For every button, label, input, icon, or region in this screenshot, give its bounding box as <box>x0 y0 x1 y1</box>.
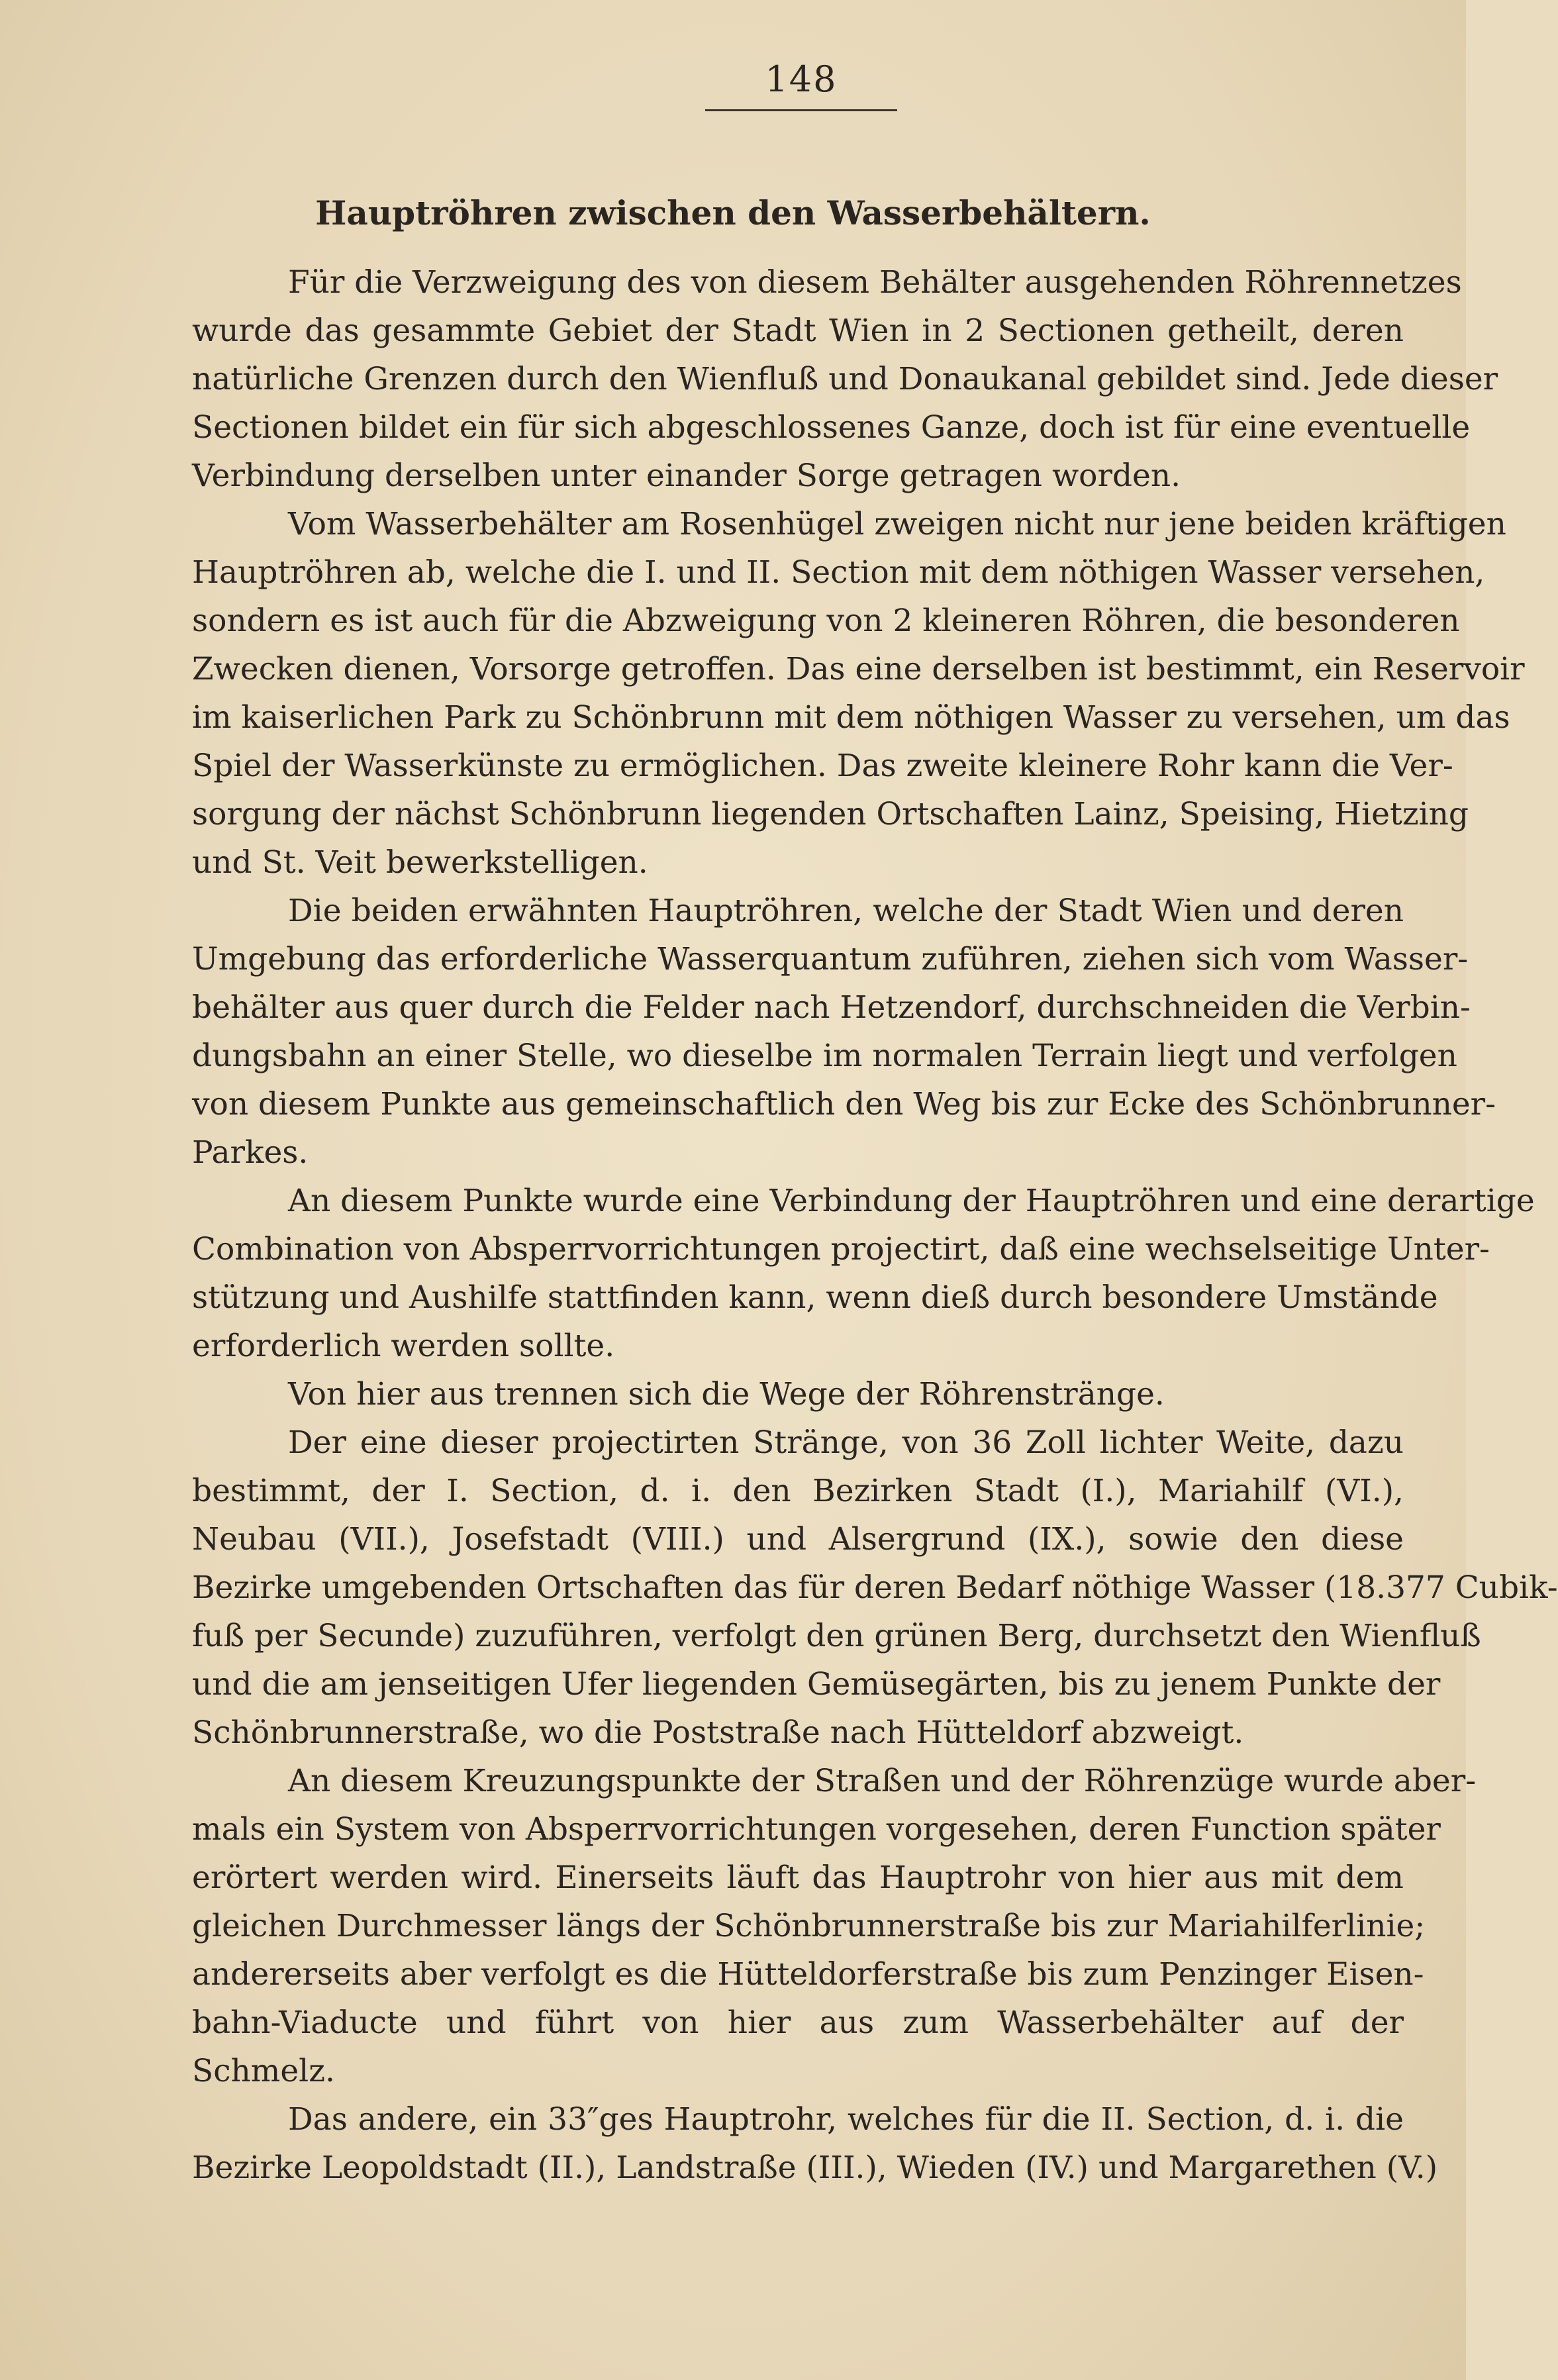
text-line: sondern es ist auch für die Abzweigung von 2 kleineren Röhren, die besonderen <box>192 603 1460 639</box>
text-line: wurde das gesammte Gebiet der Stadt Wien in 2 Sectionen getheilt, deren <box>192 313 1404 349</box>
text-line: bahn-Viaducte und führt von hier aus zum Wasserbehälter auf der <box>192 2005 1404 2041</box>
body-text <box>192 258 1558 2192</box>
text-line: Der eine dieser projectirten Stränge, von 36 Zoll lichter Weite, dazu <box>288 1424 1404 1461</box>
text-line: mals ein System von Absperrvorrichtungen vorgesehen, deren Function später <box>192 1811 1441 1848</box>
text-line: erörtert werden wird. Einerseits läuft das Hauptrohr von hier aus mit dem <box>192 1859 1404 1896</box>
text-line: Die beiden erwähnten Hauptröhren, welche der Stadt Wien und deren <box>288 893 1404 929</box>
text-line: erforderlich werden sollte. <box>192 1328 615 1364</box>
text-line: Combination von Absperrvorrichtungen projectirt, daß eine wechselseitige Unter- <box>192 1231 1490 1267</box>
text-line: im kaiserlichen Park zu Schönbrunn mit dem nöthigen Wasser zu versehen, um das <box>192 699 1510 736</box>
text-line: stützung und Aushilfe stattfinden kann, wenn dieß durch besondere Umstände <box>192 1279 1438 1316</box>
text-line: An diesem Kreuzungspunkte der Straßen und der Röhrenzüge wurde aber- <box>288 1763 1477 1799</box>
text-line: natürliche Grenzen durch den Wienfluß und Donaukanal gebildet sind. Jede dieser <box>192 361 1498 397</box>
text-line: Spiel der Wasserkünste zu ermöglichen. Das zweite kleinere Rohr kann die Ver- <box>192 748 1453 784</box>
text-line: Bezirke Leopoldstadt (II.), Landstraße (III.), Wieden (IV.) und Margarethen (V.) <box>192 2150 1438 2186</box>
text-line: sorgung der nächst Schönbrunn liegenden Ortschaften Lainz, Speising, Hietzing <box>192 796 1469 832</box>
section-heading: Hauptröhren zwischen den Wasserbehältern. <box>315 193 1151 232</box>
text-line: Neubau (VII.), Josefstadt (VIII.) und Alsergrund (IX.), sowie den diese <box>192 1521 1404 1558</box>
text-line: gleichen Durchmesser längs der Schönbrunnerstraße bis zur Mariahilferlinie; <box>192 1908 1426 1944</box>
text-line: fuß per Secunde) zuzuführen, verfolgt den grünen Berg, durchsetzt den Wienfluß <box>192 1618 1481 1654</box>
text-line: Bezirke umgebenden Ortschaften das für deren Bedarf nöthige Wasser (18.377 Cubik- <box>192 1569 1558 1606</box>
text-line: andererseits aber verfolgt es die Hütteldorferstraße bis zum Penzinger Eisen- <box>192 1956 1424 1993</box>
text-line: Vom Wasserbehälter am Rosenhügel zweigen nicht nur jene beiden kräftigen <box>288 506 1506 542</box>
text-line: und die am jenseitigen Ufer liegenden Gemüsegärten, bis zu jenem Punkte der <box>192 1666 1441 1703</box>
text-line: dungsbahn an einer Stelle, wo dieselbe im normalen Terrain liegt und verfolgen <box>192 1038 1457 1074</box>
text-line: Verbindung derselben unter einander Sorge getragen worden. <box>192 458 1181 494</box>
text-line: Schmelz. <box>192 2053 335 2089</box>
text-line: An diesem Punkte wurde eine Verbindung der Hauptröhren und eine derartige <box>288 1183 1535 1219</box>
text-line: Von hier aus trennen sich die Wege der Röhrenstränge. <box>288 1376 1165 1413</box>
text-line: Zwecken dienen, Vorsorge getroffen. Das eine derselben ist bestimmt, ein Reservoir <box>192 651 1525 687</box>
text-line: behälter aus quer durch die Felder nach Hetzendorf, durchschneiden die Verbin- <box>192 989 1471 1026</box>
text-line: bestimmt, der I. Section, d. i. den Bezirken Stadt (I.), Mariahilf (VI.), <box>192 1473 1404 1509</box>
text-line: Hauptröhren ab, welche die I. und II. Section mit dem nöthigen Wasser versehen, <box>192 554 1485 591</box>
text-line: Schönbrunnerstraße, wo die Poststraße nach Hütteldorf abzweigt. <box>192 1714 1244 1751</box>
text-line: und St. Veit bewerkstelligen. <box>192 844 648 881</box>
page-number-rule <box>705 109 897 111</box>
text-line: Sectionen bildet ein für sich abgeschlossenes Ganze, doch ist für eine eventuelle <box>192 409 1471 446</box>
page-number: 148 <box>765 58 838 100</box>
text-line: Umgebung das erforderliche Wasserquantum zuführen, ziehen sich vom Wasser- <box>192 941 1469 977</box>
text-line: Für die Verzweigung des von diesem Behälter ausgehenden Röhrennetzes <box>288 264 1462 301</box>
text-line: Parkes. <box>192 1134 309 1171</box>
text-line: von diesem Punkte aus gemeinschaftlich den Weg bis zur Ecke des Schönbrunner- <box>192 1086 1496 1122</box>
text-line: Das andere, ein 33″ges Hauptrohr, welches für die II. Section, d. i. die <box>288 2101 1404 2138</box>
